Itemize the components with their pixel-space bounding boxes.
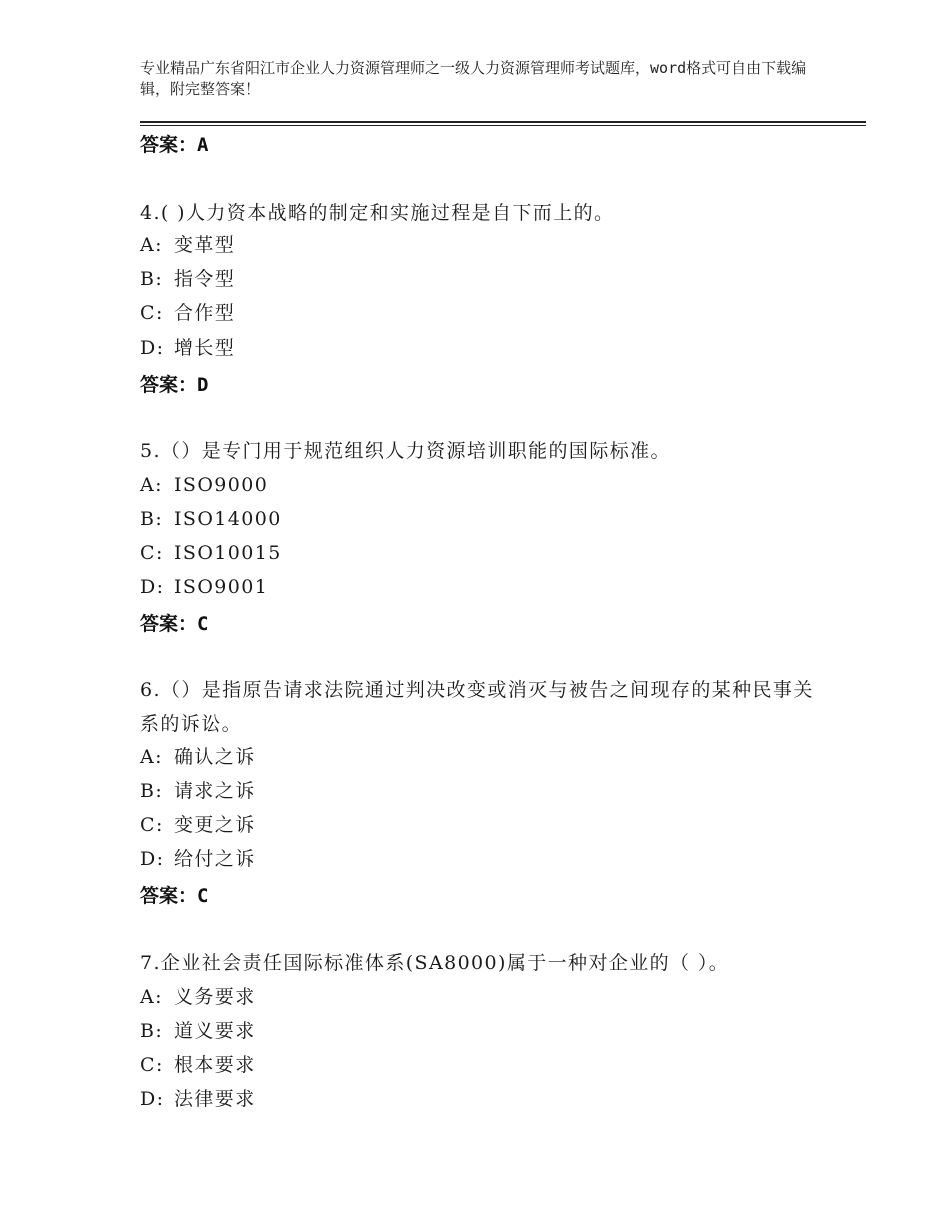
option-letter: D: xyxy=(140,576,165,598)
question-5-answer xyxy=(140,609,208,636)
option-text: 变更之诉 xyxy=(174,814,256,836)
document-header-title: 专业精品广东省阳江市企业人力资源管理师之一级人力资源管理师考试题库，word格式可自由下载编辑，附完整答案！ xyxy=(140,59,807,98)
question-4-option-a xyxy=(140,233,235,257)
answer-value: D xyxy=(197,374,209,396)
option-text: 变革型 xyxy=(174,234,236,256)
question-7-option-d xyxy=(140,1087,256,1111)
question-7-option-b xyxy=(140,1019,256,1043)
option-letter: D: xyxy=(140,337,165,359)
option-letter: A: xyxy=(140,986,163,1008)
option-letter: C: xyxy=(140,814,164,836)
option-letter: A: xyxy=(140,234,163,256)
question-4-answer xyxy=(140,370,208,397)
answer-value: C xyxy=(197,613,209,635)
option-text: 请求之诉 xyxy=(174,780,256,802)
question-5-option-c xyxy=(140,541,282,565)
option-text: 根本要求 xyxy=(174,1054,256,1076)
answer-label: 答案： xyxy=(140,613,198,635)
question-4-option-b xyxy=(140,267,235,291)
answer-line-q3 xyxy=(140,130,208,157)
question-4-stem: 4.( )人力资本战略的制定和实施过程是自下而上的。 xyxy=(140,202,615,224)
option-letter: B: xyxy=(140,1020,164,1042)
option-text: 增长型 xyxy=(174,337,236,359)
answer-label: 答案： xyxy=(140,134,198,156)
option-text: 确认之诉 xyxy=(174,746,256,768)
answer-value: C xyxy=(197,885,209,907)
option-text: ISO9000 xyxy=(174,474,269,496)
option-text: 义务要求 xyxy=(174,986,256,1008)
option-text: 法律要求 xyxy=(174,1088,256,1110)
option-letter: C: xyxy=(140,302,164,324)
answer-label: 答案： xyxy=(140,374,198,396)
option-text: 合作型 xyxy=(174,302,236,324)
option-letter: C: xyxy=(140,542,164,564)
question-6-stem: 6.（）是指原告请求法院通过判决改变或消灭与被告之间现存的某种民事关系的诉讼。 xyxy=(140,679,814,735)
option-letter: B: xyxy=(140,780,164,802)
question-5-stem: 5.（）是专门用于规范组织人力资源培训职能的国际标准。 xyxy=(140,440,671,462)
option-letter: A: xyxy=(140,474,163,496)
question-4-option-d xyxy=(140,336,235,360)
option-letter: A: xyxy=(140,746,163,768)
question-7-option-a xyxy=(140,985,256,1009)
option-text: 给付之诉 xyxy=(174,848,256,870)
option-text: ISO14000 xyxy=(174,508,282,530)
header-divider xyxy=(140,121,866,123)
question-5-option-a xyxy=(140,473,268,497)
question-4-option-c xyxy=(140,301,235,325)
question-6-option-d xyxy=(140,847,256,871)
option-text: ISO10015 xyxy=(174,542,282,564)
option-letter: C: xyxy=(140,1054,164,1076)
option-letter: B: xyxy=(140,268,164,290)
question-6-answer xyxy=(140,881,208,908)
option-text: 道义要求 xyxy=(174,1020,256,1042)
question-6-option-c xyxy=(140,813,256,837)
option-letter: D: xyxy=(140,1088,165,1110)
question-6-option-a xyxy=(140,745,256,769)
option-text: 指令型 xyxy=(174,268,236,290)
question-7-option-c xyxy=(140,1053,256,1077)
question-6-option-b xyxy=(140,779,256,803)
answer-value: A xyxy=(197,134,209,156)
question-7-stem: 7.企业社会责任国际标准体系(SA8000)属于一种对企业的（ ）。 xyxy=(140,952,730,974)
question-5-option-d xyxy=(140,575,268,599)
option-text: ISO9001 xyxy=(174,576,269,598)
header-divider-thin xyxy=(140,125,866,126)
question-5-option-b xyxy=(140,507,282,531)
option-letter: B: xyxy=(140,508,164,530)
option-letter: D: xyxy=(140,848,165,870)
answer-label: 答案： xyxy=(140,885,198,907)
